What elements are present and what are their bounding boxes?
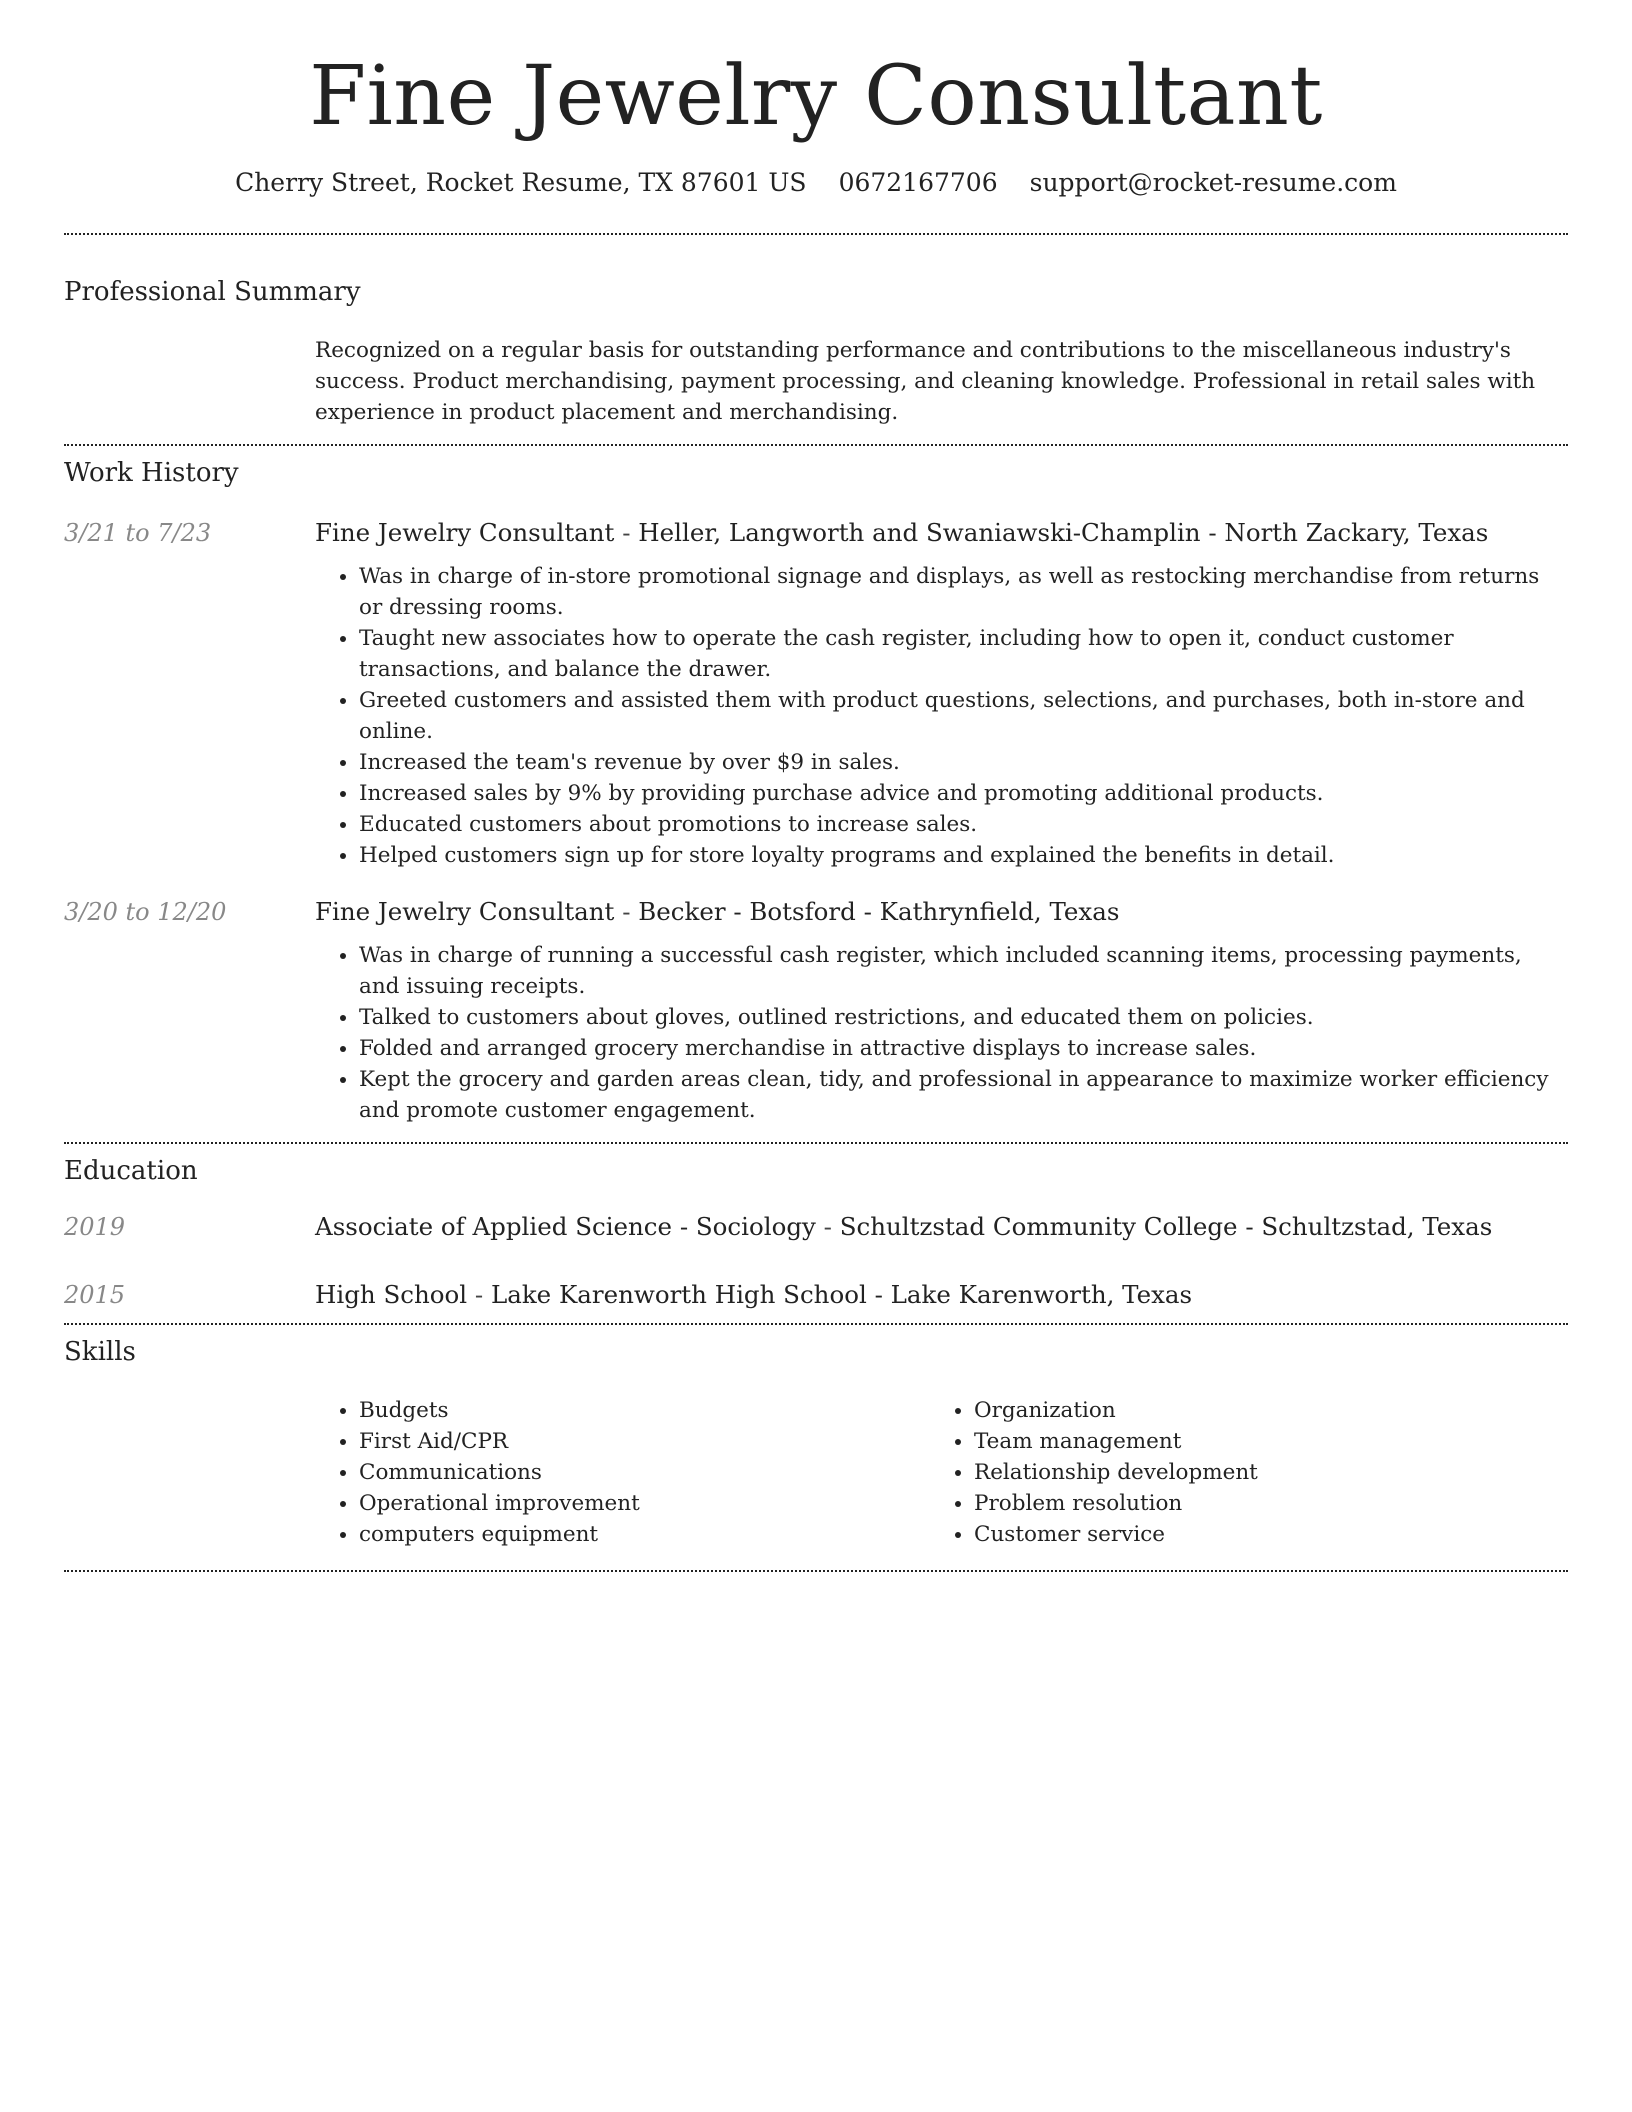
skills-bullets xyxy=(930,1395,1545,1550)
education-entry-body xyxy=(315,1210,1568,1244)
contact-line xyxy=(64,168,1568,197)
education-year: 2019 xyxy=(64,1213,126,1242)
employer-details: Heller, Langworth and Swaniawski-Champlin - North Zackary, Texas xyxy=(638,518,1489,548)
list-item: • Taught new associates how to operate the cash register, including how to open it, conduct customer transactions, and balance the drawer. xyxy=(359,623,1568,685)
list-item: • Increased the team's revenue by over $9 in sales. xyxy=(359,747,1568,778)
education-entry-body xyxy=(315,1278,1568,1312)
work-entry-body xyxy=(315,516,1568,871)
list-item: • Kept the grocery and garden areas clean, tidy, and professional in appearance to maximize worker efficiency and promote customer engagement. xyxy=(359,1064,1568,1126)
work-dates: 3/21 to 7/23 xyxy=(64,519,212,548)
education-divider xyxy=(64,1323,1568,1325)
skill-item: • Operational improvement xyxy=(359,1488,930,1519)
work-entry xyxy=(64,895,1568,1126)
skills-bullets xyxy=(315,1395,930,1550)
skill-item: • computers equipment xyxy=(359,1519,930,1550)
work-entry xyxy=(64,516,1568,871)
work-entry-title xyxy=(315,516,1568,550)
summary-heading: Professional Summary xyxy=(64,277,361,308)
title-separator: - xyxy=(622,518,631,548)
work-entry-title xyxy=(315,895,1568,929)
title-separator: - xyxy=(823,1212,832,1242)
skills-column-left xyxy=(315,1395,930,1550)
list-item: • Increased sales by 9% by providing purchase advice and promoting additional products. xyxy=(359,778,1568,809)
title-separator: - xyxy=(474,1280,484,1310)
list-item: • Educated customers about promotions to increase sales. xyxy=(359,809,1568,840)
work-history-heading: Work History xyxy=(64,458,239,489)
skills-column-right xyxy=(930,1395,1545,1550)
skill-item: • First Aid/CPR xyxy=(359,1426,930,1457)
skills-heading: Skills xyxy=(64,1337,136,1368)
work-divider xyxy=(64,1142,1568,1144)
summary-text: Recognized on a regular basis for outstanding performance and contributions to the miscellaneous industry's success. Product merchandising, payment processing, and cleaning knowledge. Professional in retail sales with experience in product placement and merchandising. xyxy=(315,338,1536,426)
skill-item: • Team management xyxy=(974,1426,1545,1457)
header-divider xyxy=(64,233,1568,235)
skill-item: • Communications xyxy=(359,1457,930,1488)
title-separator: - xyxy=(622,897,631,927)
degree: Associate of Applied Science - Sociology xyxy=(315,1212,816,1242)
school-details: Schultzstad Community College - Schultzstad, Texas xyxy=(839,1212,1493,1242)
job-title: Fine Jewelry Consultant xyxy=(315,897,615,927)
education-entry-title xyxy=(315,1210,1568,1244)
list-item: • Was in charge of in-store promotional signage and displays, as well as restocking merchandise from returns or dressing rooms. xyxy=(359,561,1568,623)
work-bullets xyxy=(315,940,1568,1126)
skill-item: • Relationship development xyxy=(974,1457,1545,1488)
work-dates: 3/20 to 12/20 xyxy=(64,898,227,927)
degree: High School xyxy=(315,1280,468,1310)
contact-email: support@rocket-resume.com xyxy=(1029,168,1397,198)
contact-address: Cherry Street, Rocket Resume, TX 87601 US xyxy=(235,168,807,198)
education-entry xyxy=(64,1278,1568,1312)
list-item: • Folded and arranged grocery merchandise in attractive displays to increase sales. xyxy=(359,1033,1568,1064)
list-item: • Talked to customers about gloves, outlined restrictions, and educated them on policies. xyxy=(359,1002,1568,1033)
employer-details: Becker - Botsford - Kathrynfield, Texas xyxy=(638,897,1120,927)
education-entry-title xyxy=(315,1278,1568,1312)
contact-phone: 0672167706 xyxy=(838,168,998,198)
skill-item: • Organization xyxy=(974,1395,1545,1426)
skill-item: • Budgets xyxy=(359,1395,930,1426)
skill-item: • Problem resolution xyxy=(974,1488,1545,1519)
school-details: Lake Karenworth High School - Lake Karenworth, Texas xyxy=(490,1280,1193,1310)
education-heading: Education xyxy=(64,1156,198,1187)
skills-list xyxy=(315,1395,1568,1550)
work-bullets xyxy=(315,561,1568,871)
list-item: • Greeted customers and assisted them with product questions, selections, and purchases, both in-store and online. xyxy=(359,685,1568,747)
skill-item: • Customer service xyxy=(974,1519,1545,1550)
resume-name: Fine Jewelry Consultant xyxy=(309,49,1323,144)
list-item: • Helped customers sign up for store loyalty programs and explained the benefits in detail. xyxy=(359,840,1568,871)
summary-divider xyxy=(64,444,1568,446)
education-entry xyxy=(64,1210,1568,1244)
list-item: • Was in charge of running a successful cash register, which included scanning items, processing payments, and issuing receipts. xyxy=(359,940,1568,1002)
skills-divider xyxy=(64,1570,1568,1572)
work-entry-body xyxy=(315,895,1568,1126)
education-year: 2015 xyxy=(64,1281,126,1310)
job-title: Fine Jewelry Consultant xyxy=(315,518,615,548)
